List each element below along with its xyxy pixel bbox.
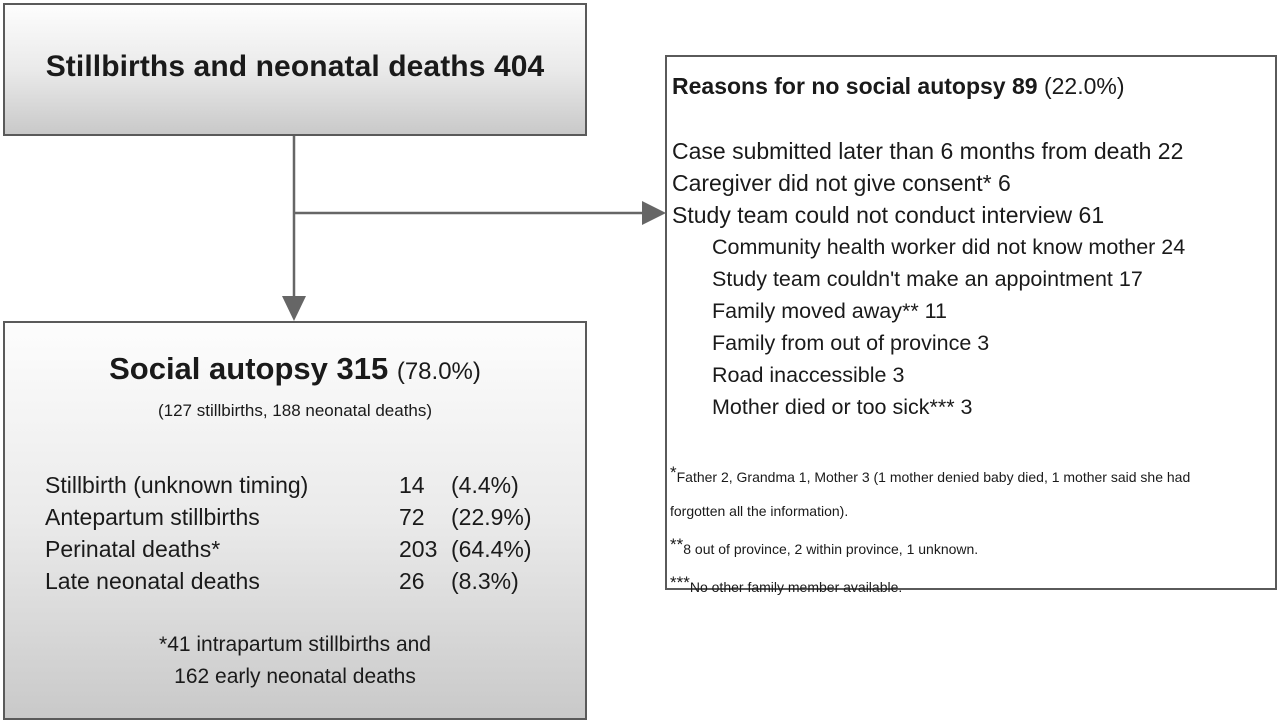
down-arrowhead	[282, 296, 306, 321]
stat-label: Perinatal deaths*	[45, 536, 221, 562]
footnote-text: Father 2, Grandma 1, Mother 3 (1 mother denied baby died, 1 mother said she had	[676, 469, 1191, 485]
social-autopsy-stats	[45, 469, 532, 597]
no-autopsy-percent: (22.0%)	[1043, 73, 1125, 99]
footnote-1-continued: forgotten all the information).	[670, 503, 849, 519]
stat-value: 14	[399, 472, 425, 498]
stat-percent: (64.4%)	[451, 536, 532, 562]
footnote-text: 8 out of province, 2 within province, 1 unknown.	[683, 541, 979, 557]
no-autopsy-title: Reasons for no social autopsy 89	[672, 73, 1038, 99]
stat-percent: (22.9%)	[451, 504, 532, 530]
stat-label: Late neonatal deaths	[45, 568, 260, 594]
social-autopsy-heading	[5, 351, 585, 387]
sub-reason-item: Family from out of province 3	[712, 331, 990, 355]
social-autopsy-title: Social autopsy 315	[109, 351, 389, 386]
stat-row	[45, 469, 532, 501]
stat-value: 72	[399, 504, 425, 530]
footnote-line: *41 intrapartum stillbirths and	[159, 633, 431, 656]
stat-row	[45, 533, 532, 565]
social-autopsy-subtitle: (127 stillbirths, 188 neonatal deaths)	[157, 401, 433, 420]
footnotes	[670, 456, 1270, 604]
no-autopsy-box	[665, 55, 1277, 595]
footnote-mark: *	[670, 463, 677, 482]
stat-percent: (4.4%)	[451, 472, 519, 498]
social-autopsy-box	[3, 321, 587, 720]
reason-item: Study team could not conduct interview 61	[672, 202, 1105, 228]
sub-reason-item: Family moved away** 11	[712, 299, 947, 323]
stat-label: Antepartum stillbirths	[45, 504, 260, 530]
reason-item: Caregiver did not give consent* 6	[672, 170, 1011, 196]
footnote-1	[670, 456, 1270, 494]
reason-item: Case submitted later than 6 months from death 22	[672, 138, 1184, 164]
footnote-2	[670, 528, 1270, 566]
stat-label: Stillbirth (unknown timing)	[45, 472, 309, 498]
footnote-mark: ***	[670, 573, 690, 592]
sub-reason-item: Community health worker did not know mother 24	[712, 235, 1186, 259]
footnote-text: No other family member available.	[689, 579, 903, 595]
perinatal-footnote	[5, 629, 585, 693]
stat-value: 203	[399, 536, 438, 562]
stat-value: 26	[399, 568, 425, 594]
footnote-mark: **	[670, 535, 684, 554]
sub-reason-item: Mother died or too sick*** 3	[712, 395, 973, 419]
stat-row	[45, 565, 532, 597]
sub-reason-item: Road inaccessible 3	[712, 363, 905, 387]
reasons-list	[672, 135, 1185, 423]
social-autopsy-percent: (78.0%)	[396, 358, 481, 385]
total-deaths-box	[3, 3, 587, 136]
right-arrowhead	[642, 201, 666, 225]
stat-percent: (8.3%)	[451, 568, 519, 594]
sub-reason-item: Study team couldn't make an appointment 17	[712, 267, 1143, 291]
no-autopsy-heading	[672, 73, 1125, 100]
footnote-3	[670, 566, 1270, 604]
total-deaths-title: Stillbirths and neonatal deaths 404	[45, 49, 545, 83]
stat-row	[45, 501, 532, 533]
footnote-line: 162 early neonatal deaths	[174, 665, 416, 688]
